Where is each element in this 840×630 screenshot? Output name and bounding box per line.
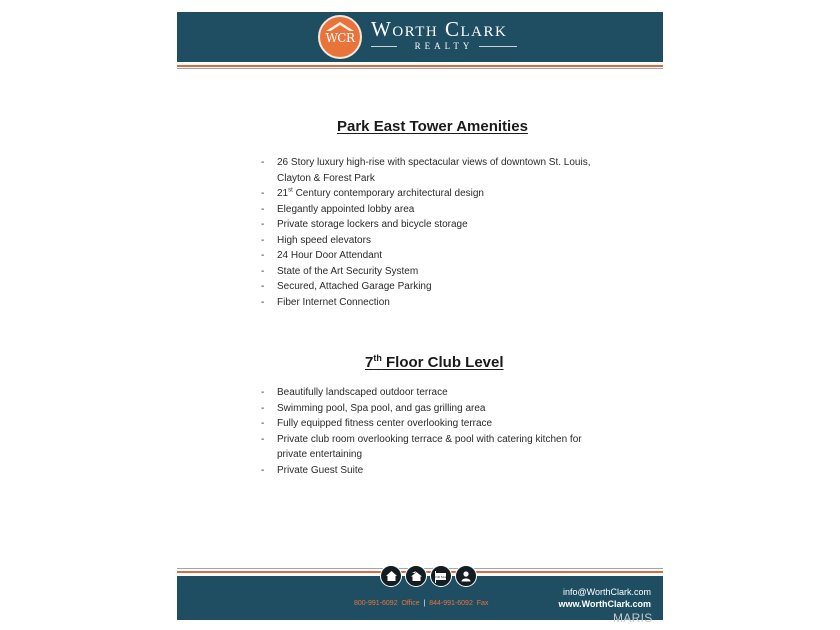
list-item: - Fiber Internet Connection — [261, 295, 613, 311]
header-accent-line — [177, 65, 663, 67]
brand-subtitle: REALTY — [414, 41, 474, 51]
footer-phones: 800-991-6092 Office | 844-991-6092 Fax — [354, 600, 489, 607]
club-level-list — [261, 385, 601, 478]
footer-icon-row — [380, 565, 477, 587]
footer-website[interactable]: www.WorthClark.com — [558, 599, 651, 609]
for-sale-sign-icon — [430, 565, 452, 587]
fax-phone: 844-991-6092 — [429, 600, 473, 607]
list-item: - Fully equipped fitness center overlooking terrace — [261, 416, 601, 432]
watermark: MARIS — [613, 611, 653, 625]
office-label: Office — [401, 600, 420, 607]
agent-icon — [455, 565, 477, 587]
brand-rule-right — [479, 46, 517, 47]
flyer-page — [177, 0, 663, 630]
list-item: - Swimming pool, Spa pool, and gas grilling area — [261, 401, 601, 417]
header-divider — [177, 68, 663, 69]
section-title-amenities: Park East Tower Amenities — [337, 118, 528, 135]
section-title-club-level: 7th Floor Club Level — [365, 353, 504, 371]
list-item: - State of the Art Security System — [261, 264, 613, 280]
list-item: - 21st Century contemporary architectural design — [261, 186, 613, 202]
footer-email[interactable]: info@WorthClark.com — [563, 587, 651, 597]
list-item: - Beautifully landscaped outdoor terrace — [261, 385, 601, 401]
list-item: - Elegantly appointed lobby area — [261, 202, 613, 218]
fax-label: Fax — [476, 600, 489, 607]
list-item: - Private Guest Suite — [261, 463, 601, 479]
svg-text:FOR SALE: FOR SALE — [434, 574, 448, 579]
office-phone: 800-991-6092 — [354, 600, 398, 607]
list-item: - Private club room overlooking terrace & pool with catering kitchen for private entertaining — [261, 432, 601, 463]
list-item: - Private storage lockers and bicycle storage — [261, 217, 613, 233]
brand-name: Worth Clark — [371, 17, 508, 41]
list-item: - 24 Hour Door Attendant — [261, 248, 613, 264]
list-item: - Secured, Attached Garage Parking — [261, 279, 613, 295]
logo-monogram: WCR — [325, 31, 355, 45]
amenities-list — [261, 155, 613, 310]
list-item: - High speed elevators — [261, 233, 613, 249]
list-item: - 26 Story luxury high-rise with spectacular views of downtown St. Louis, Clayton & Forest Park — [261, 155, 613, 186]
house-arrow-icon — [405, 565, 427, 587]
house-icon — [380, 565, 402, 587]
